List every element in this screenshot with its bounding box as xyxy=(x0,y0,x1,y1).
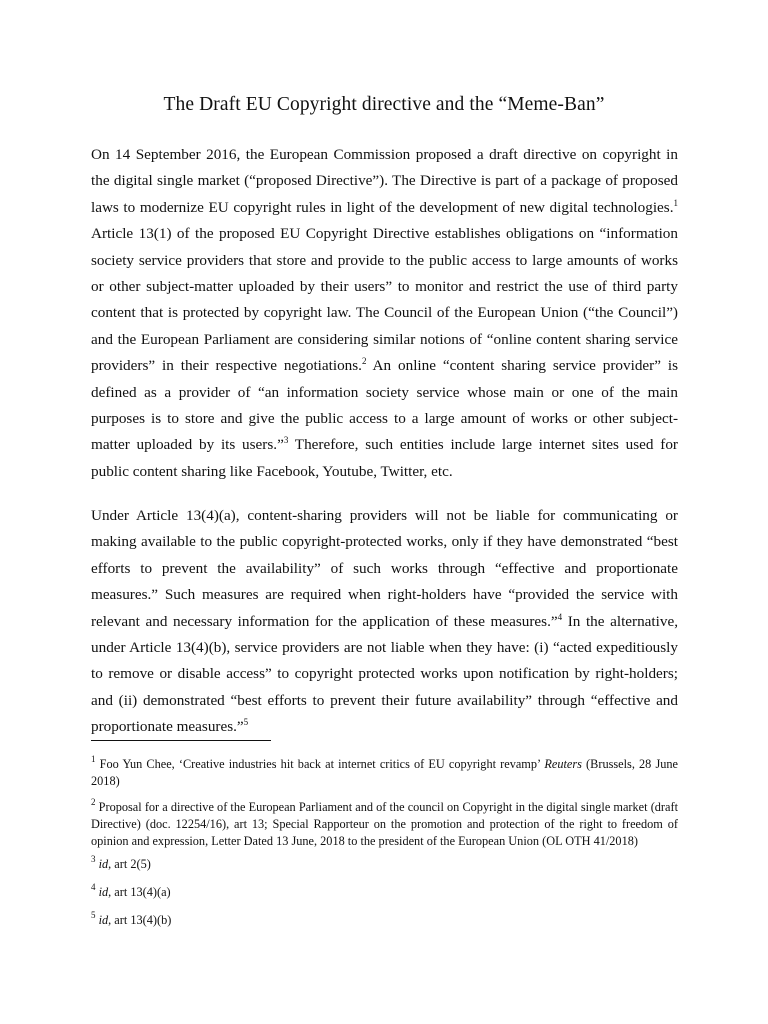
paragraph-text: Article 13(1) of the proposed EU Copyright Directive establishes obligations on “information society service providers that store and provide to the public access to large amounts of works or other subject-matter uploaded by their users” to monitor and restrict the use of third party content that is protected by copyright law. The Council of the European Union (“the Council”) and the European Parliament are considering similar notions of “online content sharing service providers” in their respective negotiations. xyxy=(91,225,678,375)
footnote-4 xyxy=(91,884,678,901)
footnote-source: id xyxy=(98,913,109,927)
paragraph-text: On 14 September 2016, the European Commission proposed a draft directive on copyright in the digital single market (“proposed Directive”). The Directive is part of a package of proposed laws to modernize EU copyright rules in light of the development of new digital technologies. xyxy=(91,146,678,216)
footnote-text: , art 2(5) xyxy=(108,857,151,871)
footnote-separator xyxy=(91,740,271,741)
footnote-text: Proposal for a directive of the European Parliament and of the council on Copyright in the digital single market (draft Directive) (doc. 12254/16), art 13; Special Rapporteur on the promotion and protection of the right to freedom of opinion and expression, Letter Dated 13 June, 2018 to the president of the European Union (OL OTH 41/2018) xyxy=(91,800,678,848)
footnote-ref-4[interactable]: 4 xyxy=(557,611,563,622)
footnote-ref-1[interactable]: 1 xyxy=(673,197,678,208)
footnote-number: 4 xyxy=(91,882,96,892)
footnote-ref-3[interactable]: 3 xyxy=(283,435,289,446)
footnote-text: , art 13(4)(b) xyxy=(108,913,172,927)
footnote-text: (Brussels, 28 June 2018) xyxy=(91,757,678,788)
footnote-1 xyxy=(91,756,678,790)
footnote-2 xyxy=(91,799,678,850)
footnote-ref-5[interactable]: 5 xyxy=(243,717,249,728)
footnote-number: 3 xyxy=(91,854,96,864)
body-paragraph-1 xyxy=(91,142,678,485)
footnote-text: Foo Yun Chee, ‘Creative industries hit back at internet critics of EU copyright revamp’ xyxy=(95,757,545,771)
footnote-3 xyxy=(91,856,678,873)
footnote-number: 1 xyxy=(91,754,96,764)
paragraph-text: Under Article 13(4)(a), content-sharing providers will not be liable for communicating or making available to the public copyright-protected works, only if they have demonstrated “best efforts to prevent the availability” of such works through “effective and proportionate measures.” Such measures are required when right-holders have “provided the service with relevant and necessary information for the application of these measures.” xyxy=(91,507,678,630)
footnote-source: Reuters xyxy=(544,757,582,771)
footnote-number: 5 xyxy=(91,910,96,920)
footnote-number: 2 xyxy=(91,797,96,807)
footnote-source: id xyxy=(98,885,109,899)
footnote-source: id xyxy=(98,857,109,871)
footnote-ref-2[interactable]: 2 xyxy=(361,356,367,367)
paragraph-text: An online “content sharing service provider” is defined as a provider of “an information society service whose main or one of the main purposes is to store and give the public access to a large amount of works or other subject-matter uploaded by its users.” xyxy=(91,357,679,454)
body-paragraph-2 xyxy=(91,503,678,741)
document-title: The Draft EU Copyright directive and the “Meme-Ban” xyxy=(163,94,605,115)
paragraph-text: Therefore, such entities include large internet sites used for public content sharing like Facebook, Youtube, Twitter, etc. xyxy=(91,436,678,480)
footnote-text: , art 13(4)(a) xyxy=(108,885,171,899)
footnote-5 xyxy=(91,912,678,929)
paragraph-text: In the alternative, under Article 13(4)(b), service providers are not liable when they have: (i) “acted expeditiously to remove or disable access” to copyright protected works upon notification by right-holders; and (ii) demonstrated “best efforts to prevent their future availability” through “effective and proportionate measures.” xyxy=(91,612,678,736)
